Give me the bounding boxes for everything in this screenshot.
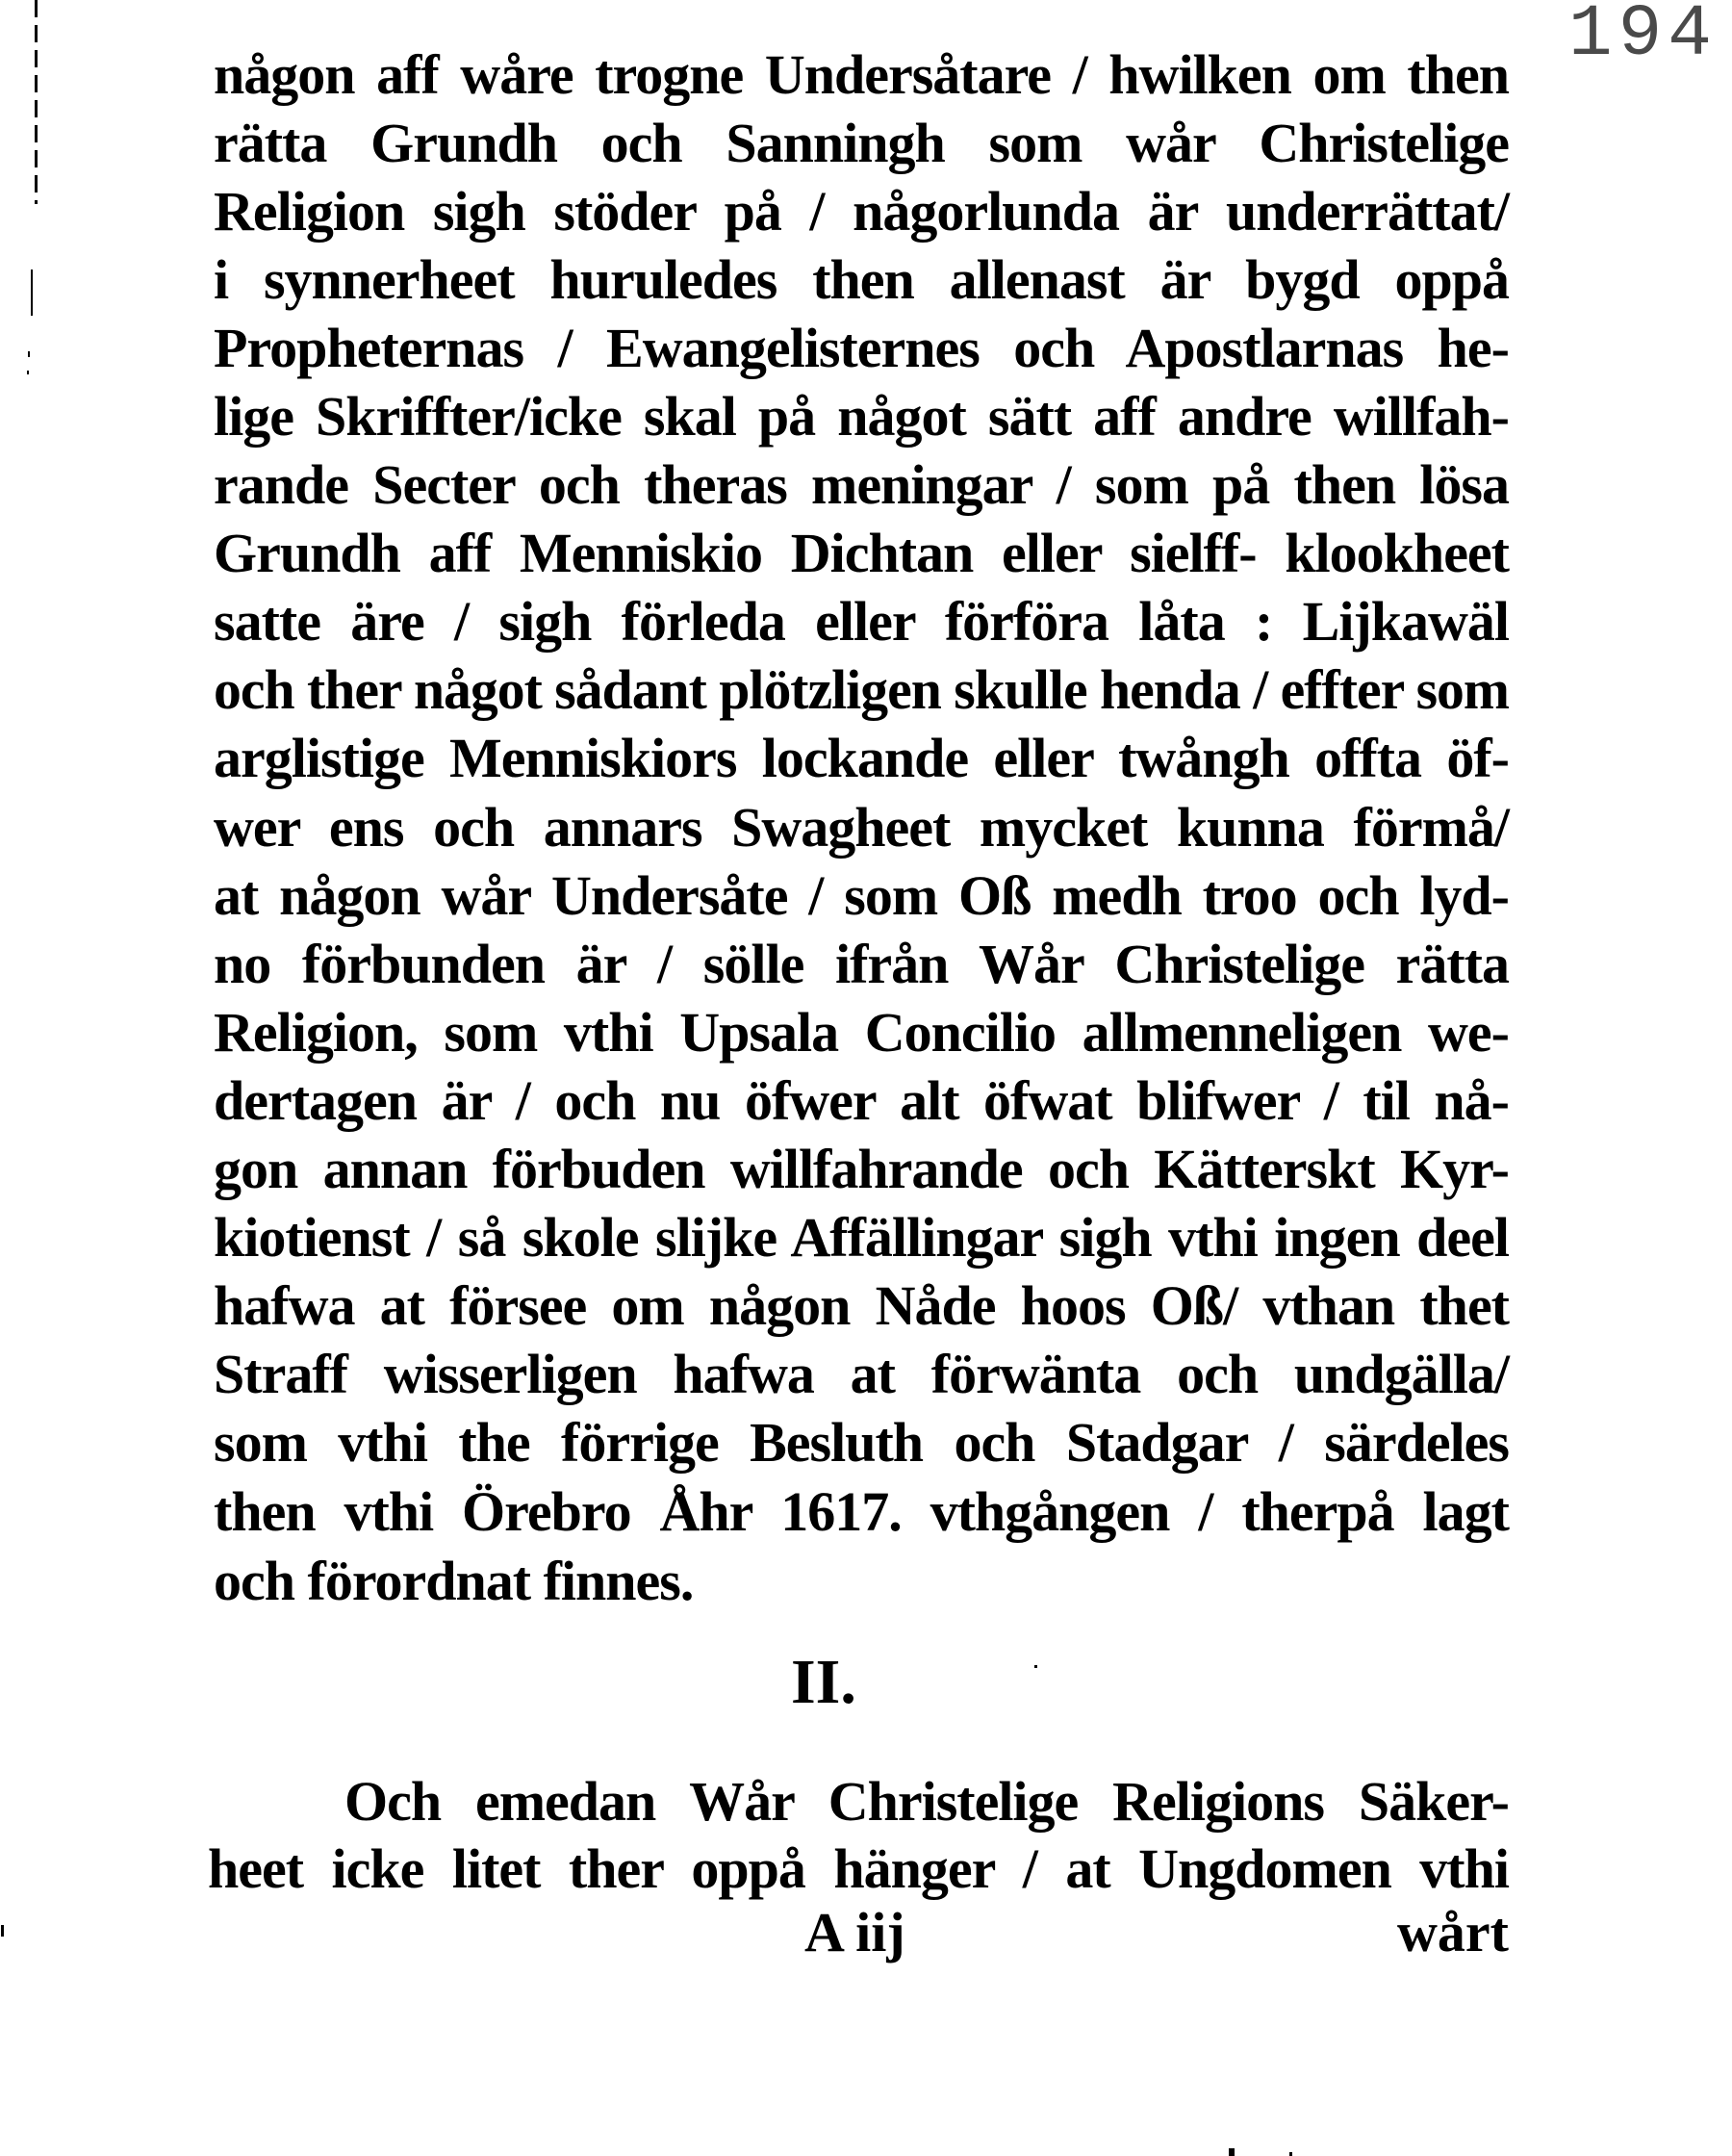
text-line: Propheternas / Ewangelisternes och Apostlarnas he- bbox=[214, 317, 1509, 379]
text-line: dertagen är / och nu öfwer alt öfwat blifwer / til nå- bbox=[214, 1069, 1509, 1132]
text-line: i synnerheet huruledes then allenast är bygd oppå bbox=[214, 248, 1509, 311]
text-line: lige Skriffter/icke skal på något sätt aff andre willfah- bbox=[214, 385, 1509, 448]
scan-speck bbox=[28, 351, 30, 357]
section-heading: II. bbox=[791, 1647, 856, 1717]
text-line: at någon wår Undersåte / som Oß medh troo och lyd- bbox=[214, 864, 1509, 927]
text-line: wer ens och annars Swagheet mycket kunna förmå/ bbox=[214, 796, 1509, 859]
text-line: rande Secter och theras meningar / som på then lösa bbox=[214, 453, 1509, 516]
scan-speck bbox=[1034, 1665, 1037, 1668]
scan-margin-artifact bbox=[35, 0, 38, 204]
signature-mark: A iij bbox=[804, 1901, 905, 1964]
text-line: som vthi the förrige Besluth och Stadgar / särdeles bbox=[214, 1411, 1509, 1474]
text-line: arglistige Menniskiors lockande eller twångh offta öf- bbox=[214, 727, 1509, 789]
text-line: gon annan förbuden willfahrande och Kätterskt Kyr- bbox=[214, 1138, 1509, 1200]
text-line: kiotienst / så skole slijke Affällingar sigh vthi ingen deel bbox=[214, 1206, 1509, 1269]
text-line: Religion sigh stöder på / någorlunda är underrättat/ bbox=[214, 180, 1509, 243]
text-line: Straff wisserligen hafwa at förwänta och undgälla/ bbox=[214, 1343, 1509, 1405]
text-line: rätta Grundh och Sanningh som wår Christelige bbox=[214, 112, 1509, 174]
scan-speck bbox=[1229, 2148, 1235, 2156]
scan-speck bbox=[31, 270, 33, 316]
scan-speck bbox=[27, 371, 29, 374]
scan-speck bbox=[1, 1925, 4, 1937]
text-line: någon aff wåre trogne Undersåtare / hwilken om then bbox=[214, 43, 1509, 106]
text-line: Religion, som vthi Upsala Concilio allmenneligen we- bbox=[214, 1001, 1509, 1064]
text-line: hafwa at försee om någon Nåde hoos Oß/ vthan thet bbox=[214, 1274, 1509, 1337]
text-line: no förbunden är / sölle ifrån Wår Christelige rätta bbox=[214, 933, 1509, 995]
page-number: 194 bbox=[1568, 0, 1718, 76]
text-line: then vthi Örebro Åhr 1617. vthgången / therpå lagt bbox=[214, 1480, 1509, 1543]
text-line: heet icke litet ther oppå hänger / at Ungdomen vthi bbox=[208, 1837, 1509, 1900]
scan-speck bbox=[1289, 2152, 1292, 2156]
text-line: Grundh aff Menniskio Dichtan eller sielff- klookheet bbox=[214, 522, 1509, 584]
text-line: och ther något sådant plötzligen skulle henda / effter som bbox=[214, 658, 1509, 721]
text-line: Och emedan Wår Christelige Religions Säker- bbox=[344, 1770, 1509, 1833]
text-line: och förordnat finnes. bbox=[214, 1550, 694, 1612]
text-line: satte äre / sigh förleda eller förföra låta : Lijkawäl bbox=[214, 590, 1509, 653]
catchword: wårt bbox=[1397, 1901, 1509, 1964]
